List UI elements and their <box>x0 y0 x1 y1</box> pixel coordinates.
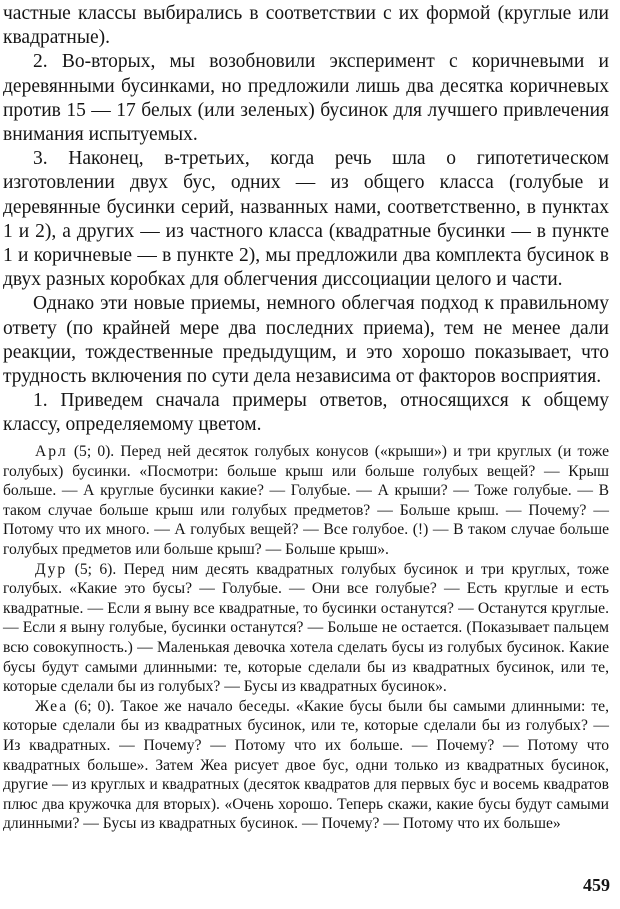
paragraph-point-2: 2. Во-вторых, мы возобновили эксперимент с коричневыми и деревянными бусинками, но предложили лишь два десятка коричневых против 15 — 17 белых (или зеленых) бусинок для лучшего привлечения внимания испытуемых. <box>3 51 609 146</box>
example-arl <box>3 442 609 560</box>
example-text: Перед ней десяток голубых конусов («крыши») и три круглых (и тоже голубых) бусинки. «Посмотри: больше крыш или больше голубых вещей? — Крыш больше. — А круглые бусинки какие? — Голубые. — А крыши? — Тоже голубые. — В таком случае больше крыш или голубых предметов? — Больше крыш. — Почему? — Потому что их много. — А голубых вещей? — Все голубое. (!) — В таком случае больше голубых предметов или больше крыш? — Больше крыш». <box>3 443 610 558</box>
paragraph-examples-intro: 1. Приведем сначала примеры ответов, относящихся к общему классу, определяемому цветом. <box>3 390 609 436</box>
example-text: Перед ним десять квадратных голубых бусинок и три круглых, тоже голубых. «Какие это бусы? — Голубые. — Они все голубые? — Есть круглые и есть квадратные. — Если я выну все квадратные, то бусинки останутся? — Останутся круглые. — Если я выну голубые, бусинки останутся? — Больше не остается. (Показывает пальцем всю совокупность.) — Маленькая девочка хотела сделать бусы из голубых бусинок. Какие бусы будут самыми длинными: те, которые сделали бы из квадратных бусинок, или те, которые сделали бы из голубых? — Бусы из квадратных бусинок». <box>3 560 610 696</box>
example-zhea <box>3 697 609 834</box>
examples-block <box>3 442 609 834</box>
paragraph-however: Однако эти новые приемы, немного облегчая подход к правильному ответу (по крайней мере два последних приема), тем не менее дали реакции, тождественные предыдущим, и это хорошо показывает, что трудность включения по сути дела независима от факторов восприятия. <box>3 293 609 388</box>
child-name: Арл <box>35 443 68 460</box>
main-text-block <box>3 2 609 438</box>
child-name: Жеа <box>35 697 69 715</box>
child-age: (5; 0). <box>73 443 115 460</box>
page-number: 459 <box>583 875 610 895</box>
child-age: (5; 6). <box>74 560 117 578</box>
child-age: (6; 0). <box>74 697 115 715</box>
paragraph-point-3: 3. Наконец, в-третьих, когда речь шла о гипотетическом изготовлении двух бус, одних — из общего класса (голубые и деревянные бусинки серий, названных нами, соответственно, в пунктах 1 и 2), а других — из частного класса (квадратные бусинки — в пункте 1 и коричневые — в пункте 2), мы предложили два комплекта бусинок в двух разных коробках для облегчения диссоциации целого и части. <box>3 148 609 291</box>
paragraph-continuation: частные классы выбирались в соответствии с их формой (круглые или квадратные). <box>3 3 609 49</box>
example-text: Такое же начало беседы. «Какие бусы были бы самыми длинными: те, которые сделали бы из квадратных бусинок, или те, которые сделали бы из голубых? — Из квадратных. — Почему? — Потому что их больше. — Почему? — Потому что квадратных больше». Затем Жеа рисует двое бус, одни только из квадратных бусинок, другие — из круглых и квадратных (десяток квадратов для первых бус и восемь квадратов плюс два кружочка для вторых). «Очень хорошо. Теперь скажи, какие бусы будут самыми длинными? — Бусы из квадратных бусинок. — Почему? — Потому что их больше» <box>3 697 609 833</box>
example-dur <box>3 560 609 697</box>
child-name: Дур <box>35 560 68 578</box>
